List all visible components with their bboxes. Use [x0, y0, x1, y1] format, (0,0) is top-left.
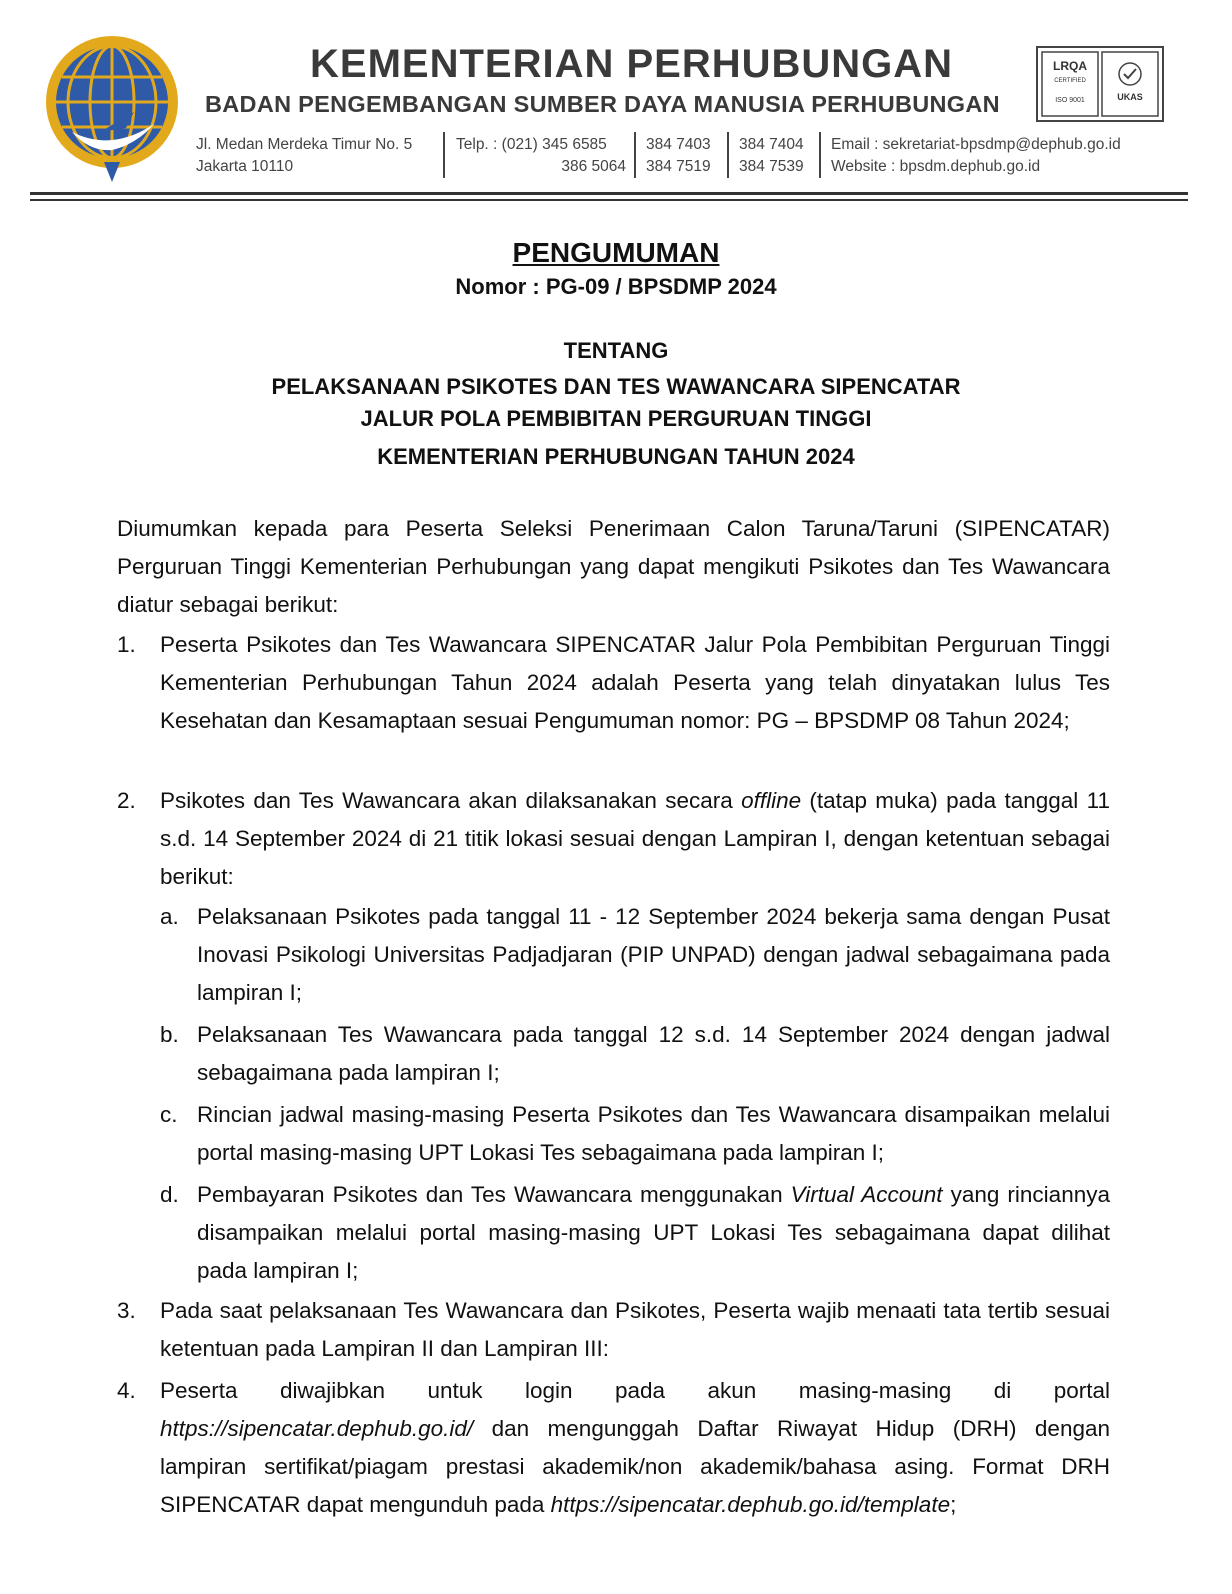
- sub-item-c: Rincian jadwal masing-masing Peserta Psikotes dan Tes Wawancara disampaikan melalui portal masing-masing UPT Lokasi Tes sebagaimana pada lampiran I;: [197, 1102, 1110, 1165]
- subject-line-2: JALUR POLA PEMBIBITAN PERGURUAN TINGGI: [360, 406, 872, 431]
- intro-paragraph: Diumumkan kepada para Peserta Seleksi Penerimaan Calon Taruna/Taruni (SIPENCATAR) Perguruan Tinggi Kementerian Perhubungan yang dapat mengikuti Psikotes dan Tes Wawancara diatur sebagai berikut:: [117, 516, 1110, 617]
- sub-item-a: Pelaksanaan Psikotes pada tanggal 11 - 12 September 2024 bekerja sama dengan Pusat Inovasi Psikologi Universitas Padjadjaran (PIP UNPAD) dengan jadwal sebagaimana pada lampiran I;: [197, 904, 1110, 1005]
- sub-item-d: [197, 1176, 1110, 1290]
- phone-block-2: [646, 134, 711, 178]
- sub-item-label: a.: [160, 904, 179, 929]
- item-2-emphasis: offline: [741, 788, 802, 813]
- ministry-name: KEMENTERIAN PERHUBUNGAN: [310, 42, 954, 86]
- phone-block: [456, 134, 626, 178]
- agency-name: BADAN PENGEMBANGAN SUMBER DAYA MANUSIA PERHUBUNGAN: [205, 91, 1000, 117]
- phone-line: 384 7403: [646, 136, 711, 153]
- item-2-text: Psikotes dan Tes Wawancara akan dilaksanakan secara: [160, 788, 742, 813]
- sub-item-label: c.: [160, 1102, 178, 1127]
- ministry-emblem-icon: [42, 32, 182, 184]
- item-4-text: Peserta diwajibkan untuk login pada akun masing-masing di portal: [160, 1378, 1110, 1403]
- address-block: [196, 134, 412, 178]
- certification-badge: [1036, 46, 1164, 122]
- contact-divider: [443, 132, 445, 178]
- cert-lrqa-text: LRQA: [1053, 59, 1087, 73]
- ukas-crown-icon: [1119, 63, 1141, 85]
- about-heading: TENTANG: [563, 338, 669, 363]
- sub-d-text-cont: yang rinciannya disampaikan melalui portal masing-masing UPT Lokasi Tes sebagaimana dapat dilihat pada lampiran I;: [197, 1182, 1110, 1283]
- list-number: 1.: [117, 632, 136, 657]
- header-rule-thin: [30, 199, 1188, 201]
- list-item-2: [160, 782, 1110, 896]
- list-number: 4.: [117, 1378, 136, 1403]
- template-link[interactable]: https://sipencatar.dephub.go.id/template: [550, 1492, 951, 1517]
- phone-line: 384 7404: [739, 136, 804, 153]
- cert-ukas-text: UKAS: [1117, 92, 1143, 102]
- phone-line: 386 5064: [561, 158, 626, 175]
- item-4-text-cont: dan mengunggah Daftar Riwayat Hidup (DRH) dengan lampiran sertifikat/piagam prestasi akademik/non akademik/bahasa asing. Format DRH SIPENCATAR dapat mengunduh pada: [160, 1416, 1110, 1517]
- phone-line: Telp. : (021) 345 6585: [456, 136, 607, 153]
- item-2-text-cont: (tatap muka) pada tanggal 11 s.d. 14 September 2024 di 21 titik lokasi sesuai dengan Lampiran I, dengan ketentuan sebagai berikut:: [160, 788, 1110, 889]
- city-line: Jakarta 10110: [196, 158, 294, 175]
- phone-line: 384 7519: [646, 158, 711, 175]
- item-4-end: ;: [950, 1492, 957, 1517]
- subject-line-1: PELAKSANAAN PSIKOTES DAN TES WAWANCARA SIPENCATAR: [271, 374, 961, 399]
- list-item-4: [160, 1372, 1110, 1524]
- sub-d-emphasis: Virtual Account: [790, 1182, 943, 1207]
- contact-divider: [819, 132, 821, 178]
- portal-link[interactable]: https://sipencatar.dephub.go.id/: [160, 1416, 474, 1441]
- phone-block-3: [739, 134, 804, 178]
- list-number: 3.: [117, 1298, 136, 1323]
- announcement-title: PENGUMUMAN: [512, 237, 720, 268]
- announcement-number: Nomor : PG-09 / BPSDMP 2024: [455, 274, 777, 299]
- list-item-3: Pada saat pelaksanaan Tes Wawancara dan Psikotes, Peserta wajib menaati tata tertib sesuai ketentuan pada Lampiran II dan Lampiran III:: [160, 1298, 1110, 1361]
- email-web-block: [831, 134, 1121, 178]
- sub-item-label: d.: [160, 1182, 179, 1207]
- cert-certified-text: CERTIFIED: [1054, 78, 1086, 84]
- subject-line-3: KEMENTERIAN PERHUBUNGAN TAHUN 2024: [377, 444, 855, 469]
- cert-iso-text: ISO 9001: [1055, 97, 1085, 104]
- sub-d-text: Pembayaran Psikotes dan Tes Wawancara menggunakan: [197, 1182, 791, 1207]
- email-line: Email : sekretariat-bpsdmp@dephub.go.id: [831, 136, 1121, 153]
- list-number: 2.: [117, 788, 136, 813]
- phone-line: 384 7539: [739, 158, 804, 175]
- sub-item-label: b.: [160, 1022, 179, 1047]
- sub-item-b: Pelaksanaan Tes Wawancara pada tanggal 12 s.d. 14 September 2024 dengan jadwal sebagaimana pada lampiran I;: [197, 1022, 1110, 1085]
- contact-divider: [634, 132, 636, 178]
- list-item-1: Peserta Psikotes dan Tes Wawancara SIPENCATAR Jalur Pola Pembibitan Perguruan Tinggi Kementerian Perhubungan Tahun 2024 adalah Peserta yang telah dinyatakan lulus Tes Kesehatan dan Kesamaptaan sesuai Pengumuman nomor: PG – BPSDMP 08 Tahun 2024;: [160, 632, 1110, 733]
- address-line: Jl. Medan Merdeka Timur No. 5: [196, 136, 413, 153]
- header-rule: [30, 192, 1188, 195]
- contact-divider: [727, 132, 729, 178]
- website-line: Website : bpsdm.dephub.go.id: [831, 158, 1041, 175]
